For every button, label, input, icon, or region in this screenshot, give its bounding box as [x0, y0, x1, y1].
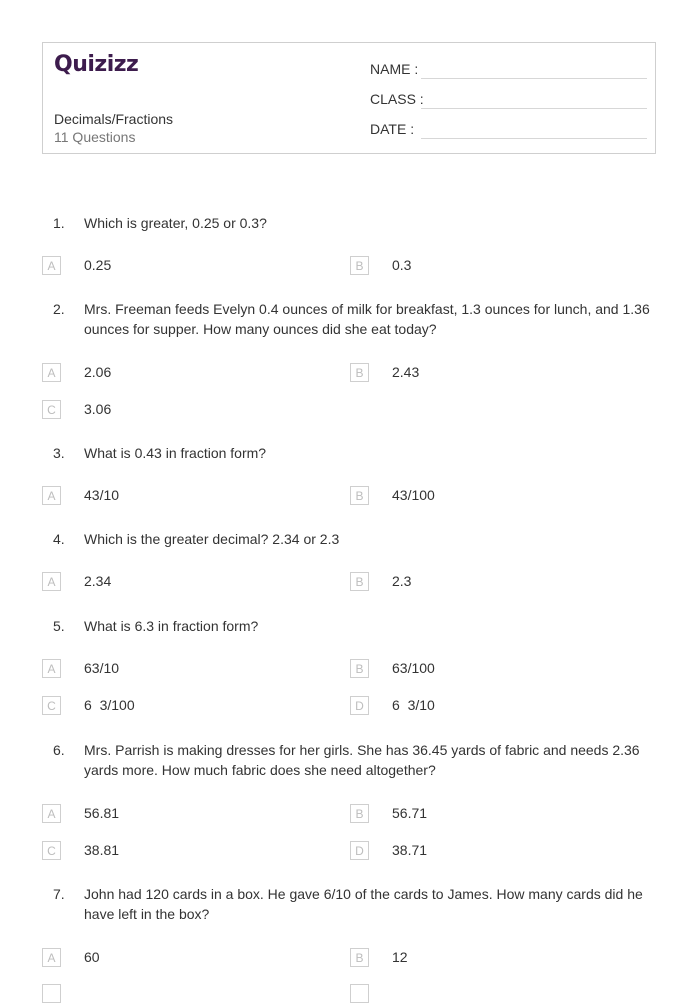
name-label: NAME : — [370, 61, 419, 77]
quizizz-logo: Quizizz — [54, 52, 139, 77]
question-text: Mrs. Freeman feeds Evelyn 0.4 ounces of milk for breakfast, 1.3 ounces for lunch, and 1.36 ounces for supper. How many ounces did she eat today? — [84, 301, 650, 337]
option-text: 2.06 — [84, 364, 112, 380]
worksheet-header — [42, 42, 656, 154]
name-line[interactable] — [421, 78, 647, 79]
option-text: 43/10 — [84, 487, 120, 503]
date-line[interactable] — [421, 138, 647, 139]
question-text: What is 0.43 in fraction form? — [84, 445, 267, 461]
option-text: 63/10 — [84, 660, 120, 676]
option-text: 63/100 — [392, 660, 435, 676]
question-text: Which is greater, 0.25 or 0.3? — [84, 215, 267, 231]
option-letter: A — [42, 948, 61, 967]
option-text: 56.81 — [84, 805, 120, 821]
option-text: 3.06 — [84, 401, 112, 417]
option-text: 60 — [84, 949, 100, 965]
option-letter: A — [42, 363, 61, 382]
option-letter: C — [42, 696, 61, 715]
option-letter-box — [42, 984, 61, 1003]
option-letter: B — [350, 256, 369, 275]
option-text: 6 3/100 — [84, 697, 135, 713]
name-field — [370, 61, 418, 77]
question-number: 7. — [53, 886, 65, 902]
option-text: 38.71 — [392, 842, 428, 858]
option-text: 2.34 — [84, 573, 112, 589]
option-letter: B — [350, 486, 369, 505]
question-number: 6. — [53, 742, 65, 758]
option-text: 0.25 — [84, 257, 112, 273]
option-letter: B — [350, 804, 369, 823]
worksheet-title: Decimals/Fractions — [54, 111, 174, 127]
option-letter: B — [350, 948, 369, 967]
option-text: 6 3/10 — [392, 697, 435, 713]
option-letter-box — [350, 984, 369, 1003]
option-letter: C — [42, 400, 61, 419]
option-text: 56.71 — [392, 805, 428, 821]
option-text: 2.3 — [392, 573, 412, 589]
option-letter: A — [42, 256, 61, 275]
question-text: Mrs. Parrish is making dresses for her girls. She has 36.45 yards of fabric and needs 2.36 yards more. How much fabric does she need altogether? — [84, 742, 640, 778]
option-text: 43/100 — [392, 487, 435, 503]
option-letter: A — [42, 804, 61, 823]
option-letter: B — [350, 659, 369, 678]
option-text: 38.81 — [84, 842, 120, 858]
option-letter: D — [350, 841, 369, 860]
option-letter: B — [350, 572, 369, 591]
option-text: 2.43 — [392, 364, 420, 380]
date-label: DATE : — [370, 121, 415, 137]
option-text: 0.3 — [392, 257, 412, 273]
class-label: CLASS : — [370, 91, 424, 107]
class-field — [370, 91, 424, 107]
class-line[interactable] — [421, 108, 647, 109]
question-count: 11 Questions — [54, 129, 136, 145]
question-number: 2. — [53, 301, 65, 317]
option-letter: C — [42, 841, 61, 860]
option-text: 12 — [392, 949, 408, 965]
option-letter: A — [42, 659, 61, 678]
question-number: 1. — [53, 215, 65, 231]
option-letter: A — [42, 572, 61, 591]
question-text: Which is the greater decimal? 2.34 or 2.3 — [84, 531, 340, 547]
question-number: 3. — [53, 445, 65, 461]
option-letter: A — [42, 486, 61, 505]
option-letter: B — [350, 363, 369, 382]
option-letter: D — [350, 696, 369, 715]
question-number: 5. — [53, 618, 65, 634]
question-text: What is 6.3 in fraction form? — [84, 618, 259, 634]
question-text: John had 120 cards in a box. He gave 6/10 of the cards to James. How many cards did he have left in the box? — [84, 886, 643, 922]
date-field — [370, 121, 414, 137]
question-number: 4. — [53, 531, 65, 547]
